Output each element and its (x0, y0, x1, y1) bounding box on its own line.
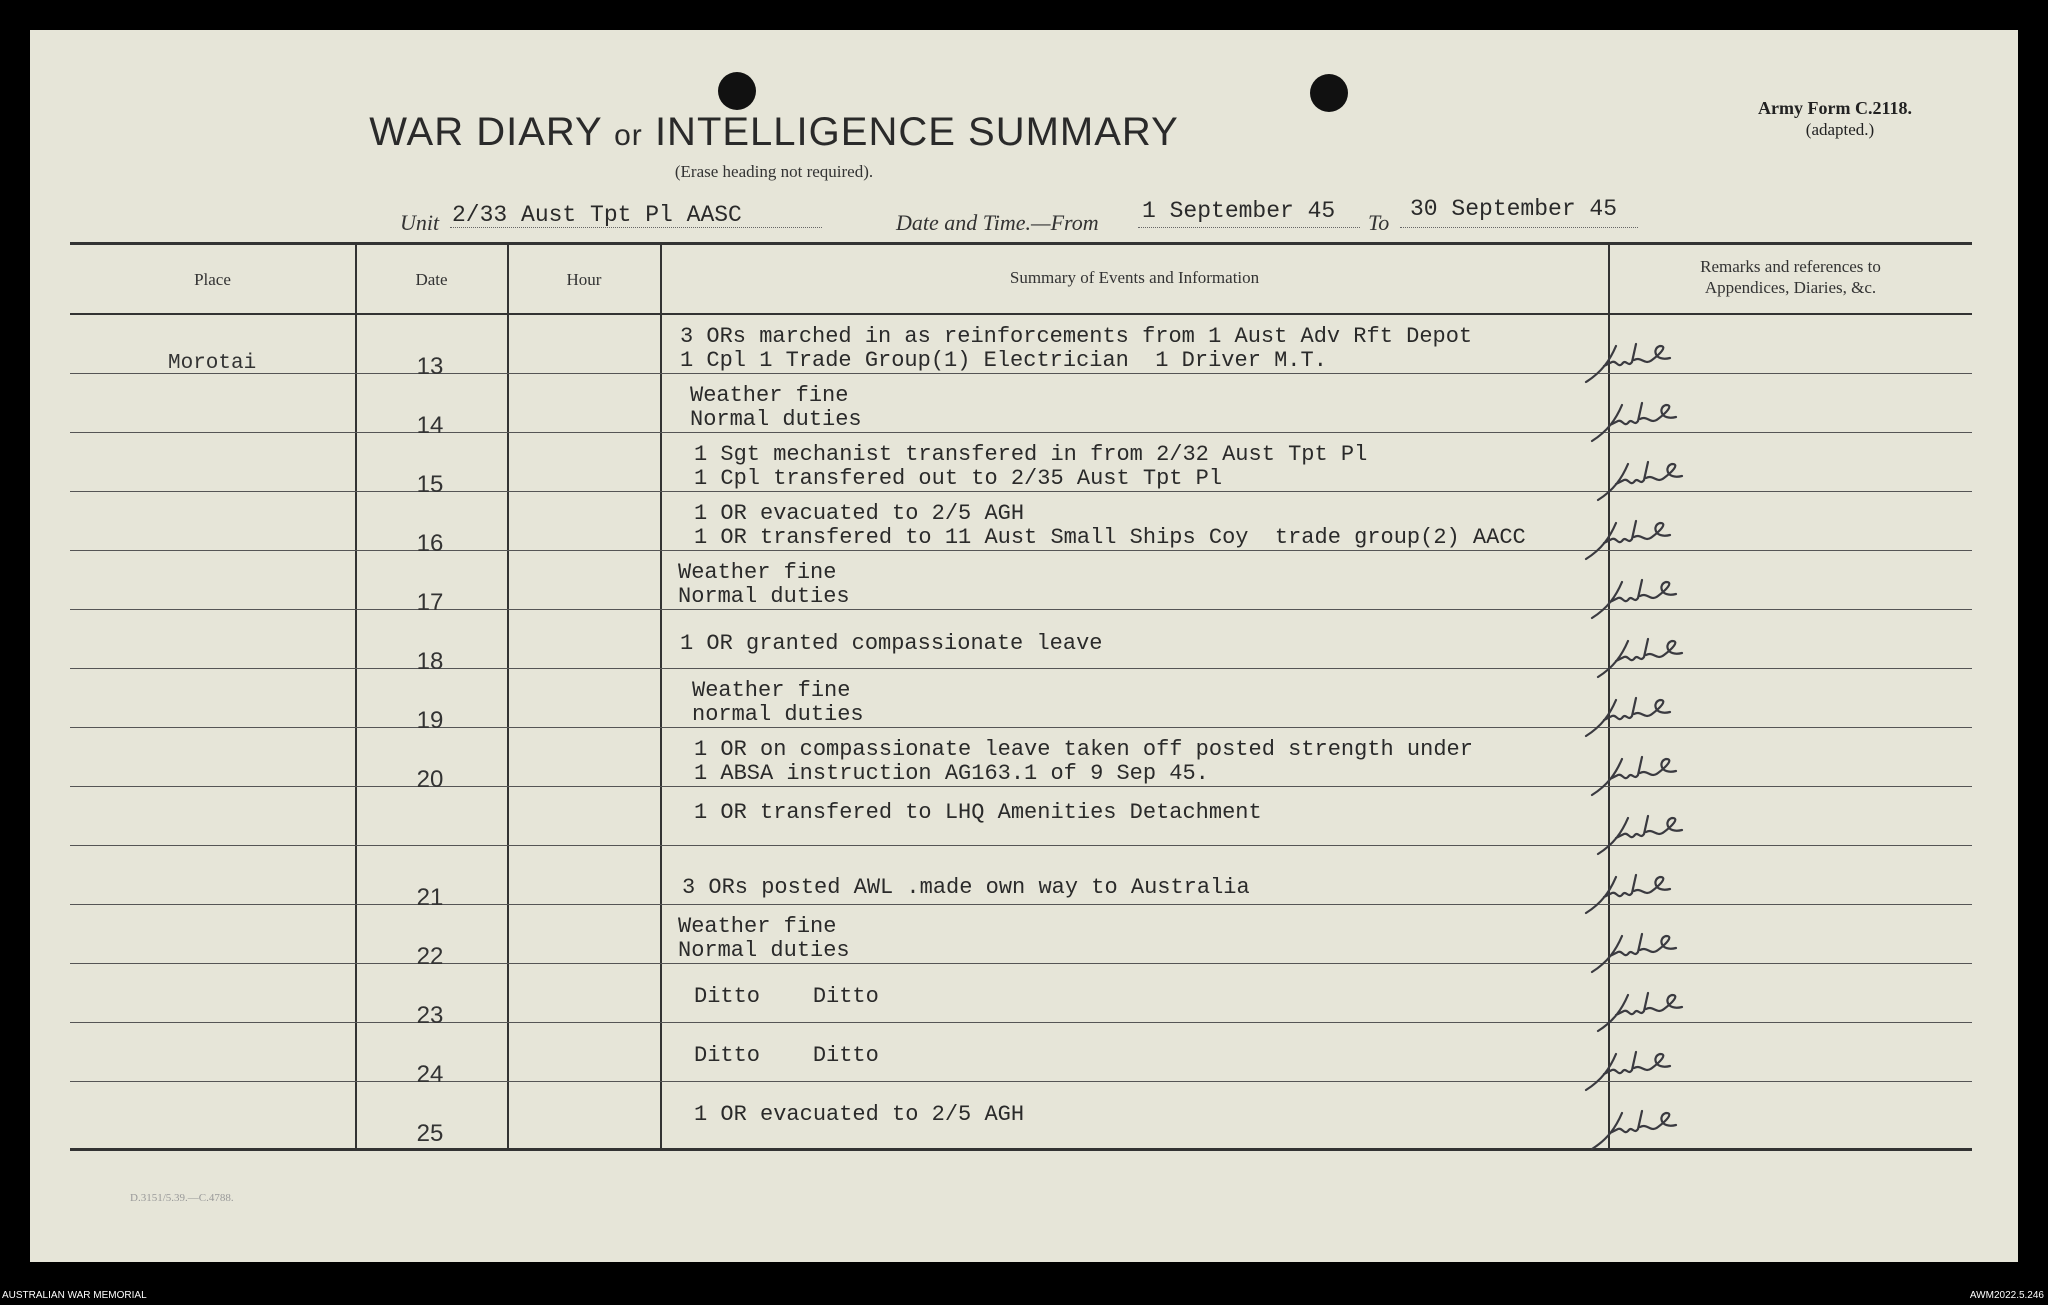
entry-line: Ditto Ditto (694, 1043, 879, 1068)
entry-line: Normal duties (678, 584, 850, 609)
column-header-remarks-line-2: Appendices, Diaries, &c. (1704, 278, 1877, 297)
column-header-hour: Hour (566, 270, 602, 289)
initials-signature (1594, 456, 1694, 502)
initials-signature (1594, 633, 1694, 679)
from-dotted-line (1138, 227, 1360, 228)
row-date: 15 (416, 471, 444, 498)
entry-line: 1 Sgt mechanist transfered in from 2/32 Aust Tpt Pl (694, 442, 1368, 467)
print-code: D.3151/5.39.—C.4788. (130, 1192, 234, 1204)
army-form-number: Army Form C.2118. (1758, 98, 1912, 118)
entry-line: 1 Cpl transfered out to 2/35 Aust Tpt Pl (694, 466, 1223, 491)
entry-line: 1 ABSA instruction AG163.1 of 9 Sep 45. (694, 761, 1209, 786)
row-date: 16 (416, 530, 444, 557)
punch-hole-right (1310, 74, 1348, 112)
entry-line: 1 Cpl 1 Trade Group(1) Electrician 1 Driver M.T. (680, 348, 1327, 373)
title-or: or (614, 119, 643, 152)
entry-line: 1 OR granted compassionate leave (680, 631, 1103, 656)
column-header-summary: Summary of Events and Information (1009, 268, 1260, 287)
title-war-diary: WAR DIARY (369, 110, 602, 154)
row-date: 23 (416, 1002, 444, 1029)
footer-reference-right: AWM2022.5.246 (1969, 1290, 2044, 1301)
entry-line: 1 OR evacuated to 2/5 AGH (694, 1102, 1025, 1127)
row-separator (70, 727, 1972, 728)
entry-line: 1 OR transfered to 11 Aust Small Ships Coy trade group(2) AACC (694, 525, 1526, 550)
initials-signature (1588, 574, 1688, 620)
row-date: 17 (416, 589, 444, 616)
row-date: 14 (416, 412, 444, 439)
initials-signature (1582, 869, 1682, 915)
from-value: 1 September 45 (1142, 198, 1336, 224)
row-date: 22 (416, 943, 444, 970)
footer-credit-left: AUSTRALIAN WAR MEMORIAL (2, 1290, 147, 1301)
army-form-adapted: (adapted.) (1805, 120, 1875, 139)
col-divider-place-date (355, 243, 357, 1149)
entry-line: Weather fine (690, 383, 849, 408)
form-title (30, 110, 1518, 155)
entry-line: Weather fine (678, 560, 837, 585)
row-separator (70, 904, 1972, 905)
to-dotted-line (1400, 227, 1638, 228)
row-date: 25 (416, 1120, 444, 1147)
entry-line: Weather fine (678, 914, 837, 939)
initials-signature (1588, 751, 1688, 797)
column-header-date: Date (415, 270, 448, 289)
initials-signature (1582, 338, 1682, 384)
initials-signature (1594, 987, 1694, 1033)
initials-signature (1588, 397, 1688, 443)
initials-signature (1588, 1105, 1688, 1151)
diary-sheet (30, 30, 2018, 1262)
initials-signature (1594, 810, 1694, 856)
entry-line: 3 ORs marched in as reinforcements from 1 Aust Adv Rft Depot (680, 324, 1473, 349)
entry-line: Normal duties (690, 407, 862, 432)
column-header-remarks-line-1: Remarks and references to (1700, 257, 1881, 276)
entry-line: Normal duties (678, 938, 850, 963)
to-label: To (1368, 210, 1390, 235)
row-date: 19 (416, 707, 444, 734)
column-header-place: Place (194, 270, 231, 289)
initials-signature (1582, 1046, 1682, 1092)
row-date: 20 (416, 766, 444, 793)
unit-value: 2/33 Aust Tpt Pl AASC (452, 202, 742, 228)
entry-line: 3 ORs posted AWL .made own way to Australia (682, 875, 1250, 900)
row-date: 13 (416, 353, 444, 380)
entry-line: 1 OR evacuated to 2/5 AGH (694, 501, 1025, 526)
erase-note: (Erase heading not required). (674, 162, 874, 181)
col-divider-date-hour (507, 243, 509, 1149)
row-date: 24 (416, 1061, 444, 1088)
initials-signature (1582, 692, 1682, 738)
place-value: Morotai (168, 352, 257, 375)
row-separator (70, 1081, 1972, 1082)
initials-signature (1588, 928, 1688, 974)
row-date: 21 (416, 884, 444, 911)
entry-line: Ditto Ditto (694, 984, 879, 1009)
entry-line: 1 OR transfered to LHQ Amenities Detachment (694, 800, 1262, 825)
title-intelligence-summary: INTELLIGENCE SUMMARY (654, 110, 1179, 154)
col-divider-hour-summary (660, 243, 662, 1149)
initials-signature (1582, 515, 1682, 561)
date-time-label: Date and Time.—From (896, 210, 1099, 235)
entry-line: Weather fine (692, 678, 851, 703)
entry-line: normal duties (692, 702, 864, 727)
unit-label: Unit (400, 210, 440, 235)
to-value: 30 September 45 (1410, 196, 1618, 222)
punch-hole-left (718, 72, 756, 110)
row-date: 18 (416, 648, 444, 675)
entry-line: 1 OR on compassionate leave taken off posted strength under (694, 737, 1473, 762)
